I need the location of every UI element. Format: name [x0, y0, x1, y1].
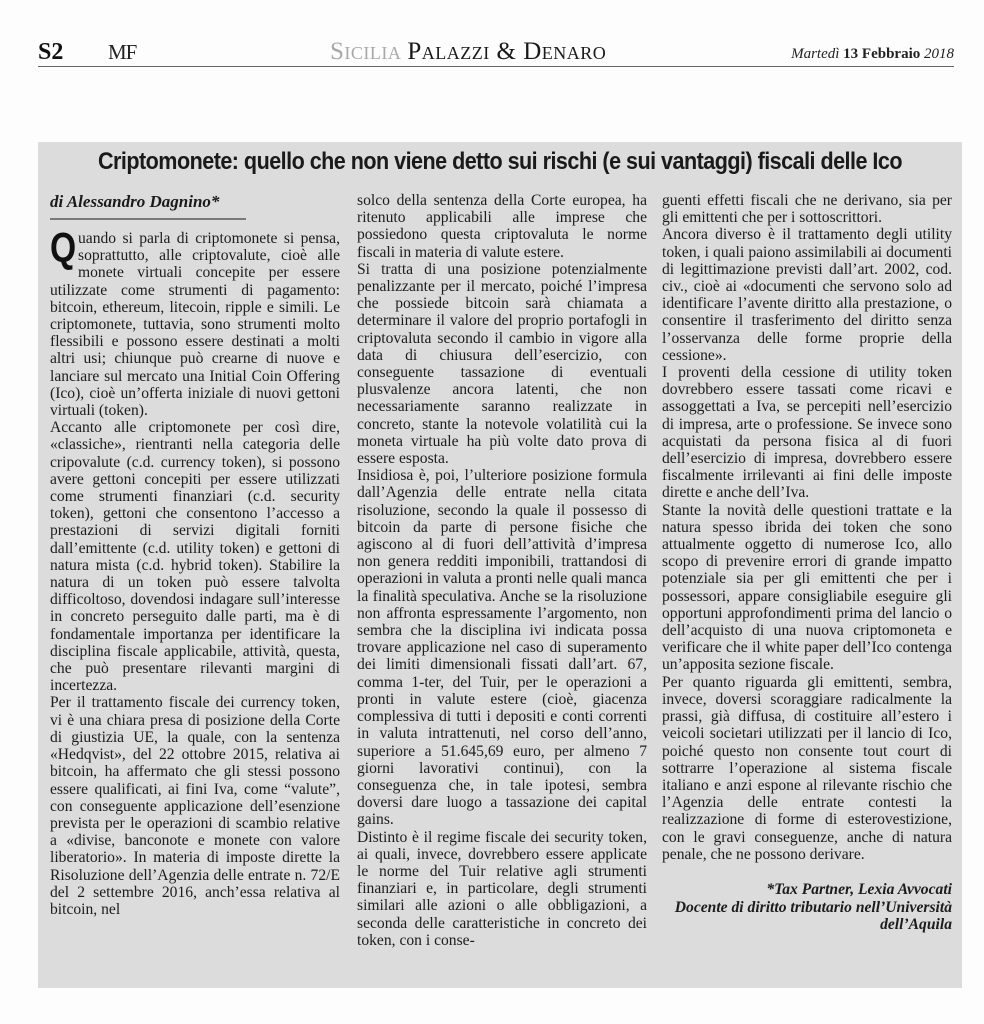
article-column-3	[662, 192, 952, 934]
drop-cap: Q	[50, 224, 77, 271]
date-day: Martedì	[791, 46, 840, 62]
paragraph-text: uando si parla di criptomonete si pensa, soprattutto, alle criptovalute, cioè alle monete virtuali concepite per essere utilizzate come strumenti di pagamento: bitcoin, ethereum, litecoin, ripple e simili. Le criptomonete, tuttavia, sono strumenti molto flessibili e possono essere destinati a molti altri usi; chiunque può crearne di nuove e lanciare sul mercato una Initial Coin Offering (Ico), cioè un’offerta iniziale di nuovi gettoni virtuali (token).	[50, 230, 340, 420]
article-box	[38, 142, 962, 988]
section-title	[330, 38, 606, 66]
paragraph: Per il trattamento fiscale dei currency token, vi è una chiara presa di posizione della Corte di giustizia UE, la quale, con la sentenza «Hedqvist», del 22 ottobre 2015, relativa ai bitcoin, ha affermato che gli stessi possono essere qualificati, ai fini Iva, come “valute”, con conseguente applicazione dell’esenzione prevista per le operazioni di scambio relative a «divise, banconote e monete con valore liberatorio». In materia di imposte dirette la Risoluzione dell’Agenzia delle entrate n. 72/E del 2 settembre 2016, anch’essa relativa al bitcoin, nel	[50, 694, 340, 918]
paragraph: Accanto alle criptomonete per così dire, «classiche», rientranti nella categoria delle cripovalute (c.d. currency token), si possono avere gettoni concepiti per essere utilizzati come strumenti finanziari (c.d. security token), gettoni che consentono l’accesso a prestazioni di servizi digitali forniti dall’emittente (c.d. utility token) e gettoni di natura mista (c.d. hybrid token). Stabilire la natura di un token può essere talvolta difficoltoso, dovendosi indagare sull’interesse in concreto perseguito dalle parti, ma è di fondamentale importanza per identificare la disciplina fiscale applicabile, attività, questa, che può presentare rilevanti margini di incertezza.	[50, 419, 340, 695]
article-byline: di Alessandro Dagnino*	[50, 192, 246, 220]
article-column-2	[357, 192, 647, 949]
masthead	[38, 38, 954, 67]
section-title-part2: Palazzi & Denaro	[407, 38, 607, 65]
author-note	[662, 881, 952, 934]
paragraph: guenti effetti fiscali che ne derivano, sia per gli emittenti che per i sottoscrittori.	[662, 192, 952, 227]
paragraph: Insidiosa è, poi, l’ulteriore posizione formula dall’Agenzia delle entrate nella citata risoluzione, secondo la quale il possesso di bitcoin da parte di persone fisiche che agiscono al di fuori dell’attività d’impresa non genera redditi imponibili, trattandosi di operazioni in valuta a pronti nelle quali manca la finalità speculativa. Anche se la risoluzione non affronta espressamente l’argomento, non sembra che la disciplina ivi indicata possa trovare applicazione nel caso di superamento dei limiti dimensionali fissati dall’art. 67, comma 1-ter, del Tuir, per le operazioni a pronti in valute estere (cioè, giacenza complessiva di tutti i depositi e conti correnti in valuta intrattenuti, nel corso dell’anno, superiore a 51.645,69 euro, per almeno 7 giorni lavorativi continui), con la conseguenza che, in tale ipotesi, sembra doversi dare luogo a tassazione dei capital gains.	[357, 467, 647, 829]
paragraph: I proventi della cessione di utility token dovrebbero essere tassati come ricavi e assoggettati a Iva, se percepiti nell’esercizio di impresa, arte o professione. Se invece sono acquistati da persona fisica al di fuori dell’esercizio di impresa, dovrebbero essere fiscalmente irrilevanti ai fini delle imposte dirette e anche dell’Iva.	[662, 364, 952, 502]
author-note-line: Docente di diritto tributario nell’Università dell’Aquila	[674, 898, 952, 934]
publication-logo: MF	[108, 40, 137, 64]
paragraph: Ancora diverso è il trattamento degli utility token, i quali paiono assimilabili ai documenti di legittimazione previsti dall’art. 2002, cod. civ., cioè ai «documenti che servono solo ad identificare l’avente diritto alla prestazione, o consentire il trasferimento del diritto senza l’osservanza delle forme proprie della cessione».	[662, 226, 952, 364]
paragraph	[50, 224, 340, 420]
paragraph: Si tratta di una posizione potenzialmente penalizzante per il mercato, poiché l’impresa che possiede bitcoin sarà chiamata a determinare il valore del proprio portafogli in criptovaluta secondo il cambio in vigore alla data di chiusura dell’esercizio, con conseguente tassazione di eventuali plusvalenze ancora latenti, che non necessariamente saranno realizzate in concreto, stante la notevole volatilità cui la moneta virtuale ha più volte dato prova di essere esposta.	[357, 260, 647, 468]
paragraph: Distinto è il regime fiscale dei security token, ai quali, invece, dovrebbero essere applicate le norme del Tuir relative agli strumenti finanziari e, in particolare, degli strumenti similari alle azioni o alle obbligazioni, a seconda delle caratteristiche in concreto dei token, con i conse-	[357, 828, 647, 949]
article-headline: Criptomonete: quello che non viene detto sui rischi (e sui vantaggi) fiscali delle Ico	[98, 148, 902, 175]
paragraph: Stante la novità delle questioni trattate e la natura spesso ibrida dei token che sono attualmente oggetto di numerose Ico, allo scopo di prevenire errori di grande impatto potenziale sia per gli emittenti che per i possessori, appare consigliabile eseguire gli opportuni approfondimenti prima del lancio o dell’acquisto di una nuova criptomoneta e verificare che il white paper dell’Ico contenga un’apposita sezione fiscale.	[662, 501, 952, 674]
date-year: 2018	[924, 46, 954, 62]
paragraph: Per quanto riguarda gli emittenti, sembra, invece, doversi scoraggiare radicalmente la prassi, già diffusa, di costituire all’estero i veicoli societari utilizzati per il lancio di Ico, poiché questo non consente tout court di sottrarre l’operazione al sistema fiscale italiano e anzi espone al rilevante rischio che l’Agenzia delle entrate contesti la realizzazione di forme di esterovestizione, con le gravi conseguenze, anche di natura penale, che ne possono derivare.	[662, 673, 952, 863]
page-number: S2	[38, 39, 64, 65]
issue-date	[791, 40, 954, 68]
author-note-line: *Tax Partner, Lexia Avvocati	[766, 880, 952, 898]
paragraph: solco della sentenza della Corte europea, ha ritenuto applicabili alle imprese che possiedono questa criptovaluta le norme fiscali in materia di valute estere.	[357, 192, 647, 261]
section-title-part1: Sicilia	[330, 38, 402, 65]
article-column-1	[50, 224, 340, 918]
date-main: 13 Febbraio	[843, 46, 921, 62]
